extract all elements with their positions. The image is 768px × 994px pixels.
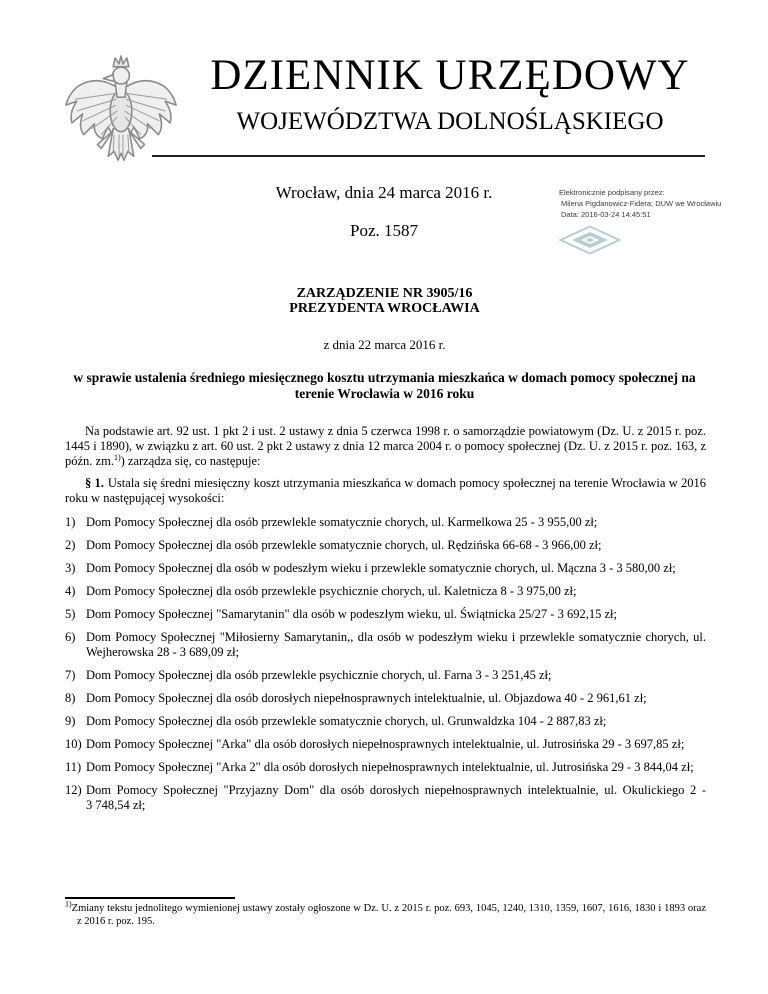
item-number: 7) [65, 668, 76, 682]
item-text: Dom Pomocy Społecznej dla osób przewlekle psychicznie chorych, ul. Farna 3 - 3 251,45 zł; [86, 668, 552, 682]
footnote-block [65, 897, 706, 928]
electronic-signature-block [559, 187, 729, 255]
list-item [65, 515, 706, 530]
dateline: Wrocław, dnia 24 marca 2016 r. [275, 183, 493, 202]
act-title-line1: ZARZĄDZENIE NR 3905/16 [296, 286, 473, 301]
item-text: Dom Pomocy Społecznej dla osób w podeszłym wieku i przewlekle somatycznie chorych, ul. Mączna 3 - 3 580,00 zł; [86, 561, 676, 575]
item-text: Dom Pomocy Społecznej dla osób przewlekle somatycznie chorych, ul. Rędzińska 66-68 - 3 966,00 zł; [86, 538, 602, 552]
list-item [65, 760, 706, 775]
item-number: 4) [65, 584, 76, 598]
item-text: Dom Pomocy Społecznej dla osób przewlekle somatycznie chorych, ul. Karmelkowa 25 - 3 955,00 zł; [86, 515, 598, 529]
footnote-text: Zmiany tekstu jednolitego wymienionej ustawy zostały ogłoszone w Dz. U. z 2015 r. poz. 693, 1045, 1240, 1310, 1359, 1607, 1616, 1830 i 1893 oraz z 2016 r. poz. 195. [71, 903, 706, 927]
list-item [65, 584, 706, 599]
item-number: 12) [65, 783, 82, 797]
position-number: Poz. 1587 [350, 221, 418, 240]
item-number: 10) [65, 737, 82, 751]
footnote [65, 899, 706, 928]
list-item [65, 714, 706, 729]
item-number: 3) [65, 561, 76, 575]
duw-diamond-seal-icon [559, 225, 621, 255]
list-item [65, 607, 706, 622]
item-number: 8) [65, 691, 76, 705]
item-number: 11) [65, 760, 82, 774]
item-text: Dom Pomocy Społecznej "Arka" dla osób dorosłych niepełnosprawnych intelektualnie, ul. Jutrosińska 29 - 3 697,85 zł; [86, 737, 685, 751]
item-text: Dom Pomocy Społecznej "Samarytanin" dla osób w podeszłym wieku, ul. Świątnicka 25/27 - 3 692,15 zł; [86, 607, 617, 621]
item-number: 5) [65, 607, 76, 621]
item-number: 9) [65, 714, 76, 728]
item-number: 6) [65, 630, 76, 644]
item-number: 2) [65, 538, 76, 552]
act-subject: w sprawie ustalenia średniego miesięcznego kosztu utrzymania mieszkańca w domach pomocy społecznej na terenie Wrocławia w 2016 roku [73, 370, 696, 401]
list-item [65, 561, 706, 576]
section-1-label: § 1. [85, 476, 104, 490]
section-1-text: Ustala się średni miesięczny koszt utrzymania mieszkańca w domach pomocy społecznej na terenie Wrocławia w 2016 roku w następującej wysokości: [65, 476, 707, 505]
cost-list [65, 515, 706, 813]
journal-subtitle: WOJEWÓDZTWA DOLNOŚLĄSKIEGO [236, 108, 664, 136]
legal-basis-paragraph [65, 424, 706, 469]
footnote-separator [65, 897, 235, 899]
list-item [65, 538, 706, 553]
signature-label: Elektronicznie podpisany przez: [559, 188, 665, 197]
list-item [65, 691, 706, 706]
section-1-paragraph [65, 476, 706, 506]
polish-eagle-emblem-icon [62, 50, 180, 176]
item-text: Dom Pomocy Społecznej "Arka 2" dla osób dorosłych niepełnosprawnych intelektualnie, ul. Jutrosińska 29 - 3 844,04 zł; [86, 760, 694, 774]
item-number: 1) [65, 515, 76, 529]
item-text: Dom Pomocy Społecznej "Przyjazny Dom" dla osób dorosłych niepełnosprawnych intelektualnie, ul. Okulickiego 2 - 3 748,54 zł; [86, 783, 706, 812]
list-item [65, 783, 706, 813]
list-item [65, 668, 706, 683]
masthead [185, 52, 715, 136]
item-text: Dom Pomocy Społecznej dla osób dorosłych niepełnosprawnych intelektualnie, ul. Objazdowa 40 - 2 961,61 zł; [86, 691, 647, 705]
act-heading [64, 286, 705, 402]
journal-title: DZIENNIK URZĘDOWY [210, 52, 690, 99]
legal-basis-text-end: ) zarządza się, co następuje: [120, 454, 261, 468]
act-title-line2: PREZYDENTA WROCŁAWIA [289, 301, 480, 316]
list-item [65, 630, 706, 660]
footnote-marker: 1) [65, 899, 72, 909]
signature-date: Data: 2016-03-24 14:45:51 [561, 210, 651, 219]
item-text: Dom Pomocy Społecznej "Miłosierny Samarytanin,, dla osób w podeszłym wieku i przewlekle somatycznie chorych, ul. Wejherowska 28 - 3 689,09 zł; [86, 630, 706, 659]
legal-basis-text: Na podstawie art. 92 ust. 1 pkt 2 i ust. 2 ustawy z dnia 5 czerwca 1998 r. o samorządzie powiatowym (Dz. U. z 2015 r. poz. 1445 i 1890), w związku z art. 60 ust. 2 pkt 2 ustawy z dnia 12 marca 2004 r. o pomocy społecznej (Dz. U. z 2015 r. poz. 163, z późn. zm. [65, 424, 706, 468]
act-date: z dnia 22 marca 2016 r. [323, 337, 446, 352]
act-body [65, 424, 706, 821]
footnote-reference: 1) [113, 452, 121, 462]
signature-signer: Milena Pigdanowicz-Fidera; DUW we Wrocławiu [561, 199, 722, 208]
list-item [65, 737, 706, 752]
masthead-rule [152, 155, 705, 157]
item-text: Dom Pomocy Społecznej dla osób przewlekle psychicznie chorych, ul. Kaletnicza 8 - 3 975,00 zł; [86, 584, 577, 598]
item-text: Dom Pomocy Społecznej dla osób przewlekle somatycznie chorych, ul. Grunwaldzka 104 - 2 887,83 zł; [86, 714, 607, 728]
